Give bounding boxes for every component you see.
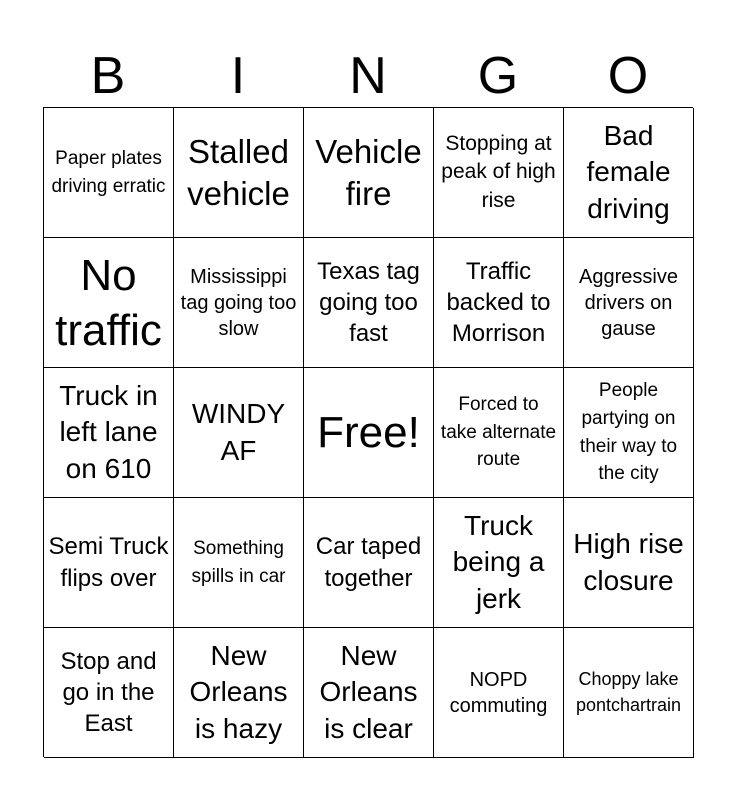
bingo-cell[interactable]: Truck being a jerk	[434, 498, 564, 628]
bingo-cell[interactable]: WINDY AF	[174, 368, 304, 498]
bingo-card	[43, 107, 693, 757]
bingo-cell[interactable]: New Orleans is clear	[304, 628, 434, 758]
bingo-cell[interactable]: Texas tag going too fast	[304, 238, 434, 368]
bingo-cell[interactable]: NOPD commuting	[434, 628, 564, 758]
bingo-cell[interactable]: Car taped together	[304, 498, 434, 628]
bingo-cell[interactable]: Forced to take alternate route	[434, 368, 564, 498]
bingo-cell[interactable]: Semi Truck flips over	[44, 498, 174, 628]
header-letter-g: G	[477, 47, 519, 105]
bingo-cell[interactable]: Traffic backed to Morrison	[434, 238, 564, 368]
bingo-cell[interactable]: New Orleans is hazy	[174, 628, 304, 758]
bingo-cell[interactable]: High rise closure	[564, 498, 694, 628]
bingo-cell[interactable]: Aggressive drivers on gause	[564, 238, 694, 368]
header-letter-i: I	[230, 47, 246, 105]
bingo-cell[interactable]: Stopping at peak of high rise	[434, 108, 564, 238]
bingo-cell[interactable]: Stop and go in the East	[44, 628, 174, 758]
header-letter-b: B	[90, 47, 126, 105]
free-space-cell[interactable]: Free!	[304, 368, 434, 498]
bingo-header	[43, 46, 693, 106]
bingo-cell[interactable]: No traffic	[44, 238, 174, 368]
header-letter-o: O	[607, 47, 649, 105]
bingo-cell[interactable]: Bad female driving	[564, 108, 694, 238]
bingo-cell[interactable]: Something spills in car	[174, 498, 304, 628]
bingo-cell[interactable]: Paper plates driving erratic	[44, 108, 174, 238]
bingo-cell[interactable]: Mississippi tag going too slow	[174, 238, 304, 368]
bingo-cell[interactable]: People partying on their way to the city	[564, 368, 694, 498]
header-letter-n: N	[349, 47, 387, 105]
bingo-cell[interactable]: Truck in left lane on 610	[44, 368, 174, 498]
bingo-cell[interactable]: Stalled vehicle	[174, 108, 304, 238]
bingo-cell[interactable]: Vehicle fire	[304, 108, 434, 238]
bingo-cell[interactable]: Choppy lake pontchartrain	[564, 628, 694, 758]
